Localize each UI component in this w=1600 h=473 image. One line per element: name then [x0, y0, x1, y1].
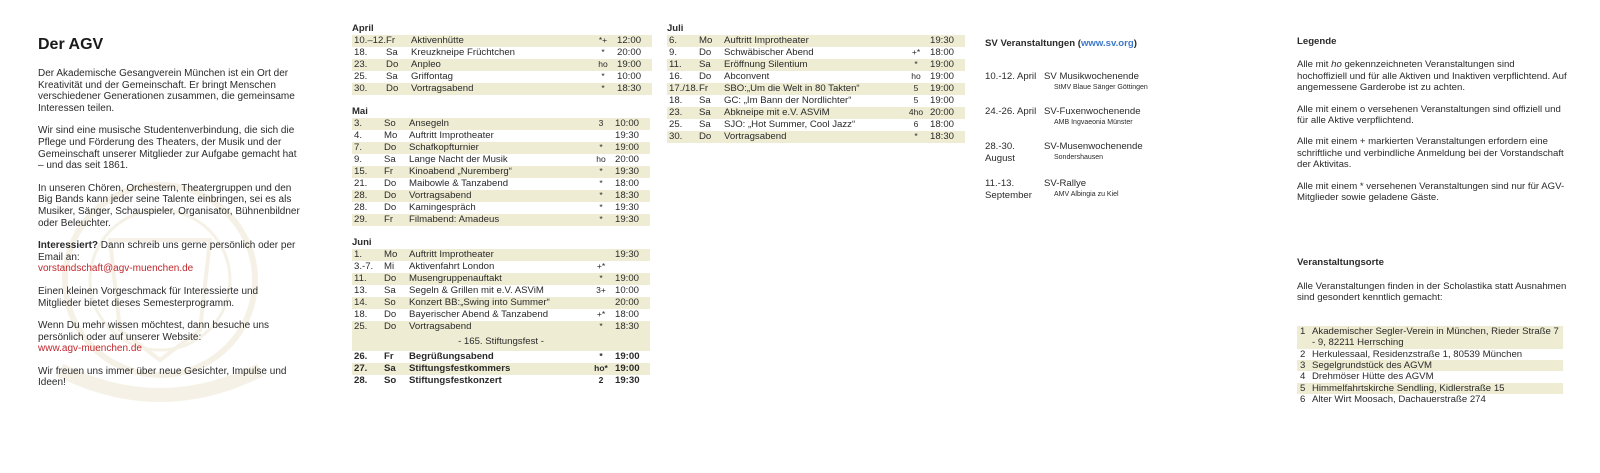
venue-number: 3	[1297, 360, 1312, 371]
event-time: 19:30	[615, 166, 650, 178]
event-row	[352, 261, 650, 273]
event-row	[352, 166, 650, 178]
email-link[interactable]: vorstandschaft@agv-muenchen.de	[38, 263, 194, 275]
sv-event	[985, 71, 1245, 93]
sv-event	[985, 141, 1245, 165]
sv-event	[985, 178, 1245, 202]
event-row	[352, 35, 652, 47]
event-mark: *	[601, 71, 605, 82]
event-date: 3.	[352, 118, 384, 130]
event-day: Sa	[384, 154, 396, 166]
venue-row	[1297, 349, 1563, 360]
event-mark: *	[902, 131, 930, 143]
event-date: 21.	[354, 178, 368, 190]
event-day: So	[384, 375, 397, 387]
event-day: Do	[384, 273, 409, 285]
event-mark: +*	[911, 47, 921, 58]
event-date: 6.	[667, 35, 699, 47]
venues-heading: Veranstaltungsorte	[1297, 257, 1384, 269]
event-day: Fr	[384, 351, 394, 363]
event-title: Anpleo	[411, 59, 589, 71]
event-time: 19:00	[930, 71, 955, 83]
sv-event-info	[1044, 141, 1143, 165]
event-day: Sa	[384, 363, 409, 375]
event-date: 16.	[669, 71, 683, 83]
event-row	[352, 130, 650, 142]
sv-event-date: 24.-26. April	[985, 106, 1037, 117]
event-title: Auftritt Improtheater	[724, 35, 902, 47]
event-title: Vortragsabend	[724, 131, 902, 143]
event-row	[667, 131, 965, 143]
event-date: 10.–12.	[354, 35, 387, 47]
event-row	[352, 190, 650, 202]
event-title: Aktivenfahrt London	[409, 261, 495, 273]
venues-table	[1297, 326, 1563, 406]
event-row	[667, 35, 965, 47]
event-time: 18:30	[615, 190, 650, 202]
sv-event-list	[985, 71, 1245, 202]
sv-event-host: AMB Ingvaeonia Münster	[1054, 119, 1133, 126]
sv-event-name: SV-Fuxenwochenende	[1044, 106, 1141, 117]
mai-table	[352, 118, 650, 226]
sv-website-link[interactable]: www.sv.org	[1080, 38, 1134, 49]
venue-row	[1297, 326, 1563, 349]
event-time: 20:00	[615, 297, 650, 309]
event-day: Do	[699, 47, 712, 59]
event-date: 15.	[352, 166, 384, 178]
event-row	[352, 249, 650, 261]
event-mark: *	[587, 321, 615, 333]
venue-row	[1297, 383, 1563, 394]
event-mark: ho*	[587, 363, 615, 375]
event-date: 27.	[352, 363, 384, 375]
event-mark	[587, 249, 615, 261]
event-date: 18.	[354, 309, 368, 321]
venue-number: 1	[1297, 326, 1312, 349]
event-day: So	[384, 118, 409, 130]
event-row	[352, 285, 650, 297]
event-time: 19:30	[615, 249, 650, 261]
event-date: 14.	[352, 297, 384, 309]
event-date: 23.	[352, 59, 386, 71]
event-day: Fr	[386, 35, 411, 47]
event-day: Sa	[699, 59, 724, 71]
event-title: Vortragsabend	[409, 321, 587, 333]
event-title: Aktivenhütte	[411, 35, 589, 47]
event-row	[352, 297, 650, 309]
venue-address: Himmelfahrtskirche Sendling, Kidlerstraße 15	[1312, 383, 1563, 394]
event-day: Mo	[384, 249, 409, 261]
event-day: Fr	[384, 214, 409, 226]
event-mark: ho	[596, 154, 606, 165]
event-mark	[587, 130, 615, 142]
event-day: So	[384, 297, 409, 309]
event-time: 19:00	[617, 59, 652, 71]
event-day: Do	[384, 309, 397, 321]
sv-event	[985, 106, 1245, 128]
event-mark: *	[587, 166, 615, 178]
event-mark: *	[902, 59, 930, 71]
stiftungsfest-row	[352, 333, 650, 351]
sv-event-info	[1044, 178, 1119, 202]
event-time: 20:00	[930, 107, 965, 119]
event-title: Lange Nacht der Musik	[409, 154, 508, 166]
legend-plus: Alle mit einem + markierten Veranstaltungen erfordern eine schriftliche und verbindliche Anmeldung bei der Vorstandschaft der Aktivitas.	[1297, 136, 1564, 171]
event-title: Musengruppenauftakt	[409, 273, 587, 285]
event-date: 29.	[352, 214, 384, 226]
event-date: 30.	[667, 131, 699, 143]
event-mark: *	[599, 178, 603, 189]
event-day: Do	[386, 59, 411, 71]
event-title: Vortragsabend	[411, 83, 589, 95]
event-date: 4.	[354, 130, 363, 142]
legend-star: Alle mit einem * versehenen Veranstaltungen sind nur für AGV-Mitglieder sowie geladene Gäste.	[1297, 180, 1565, 204]
about-paragraph-7: Wir freuen uns immer über neue Gesichter, Impulse und Ideen!	[38, 365, 287, 389]
event-day: Do	[699, 71, 712, 83]
juni-table	[352, 249, 650, 387]
event-mark: +*	[596, 261, 606, 272]
legend-p1-post: gekennzeichneten Veranstaltungen sind hochoffiziell und für alle Aktiven und Inaktiven verpflichtend. Auf angemessene Garderobe ist zu achten.	[1297, 59, 1567, 94]
event-time: 19:30	[930, 35, 965, 47]
event-row	[352, 47, 652, 59]
about-paragraph-2: Wir sind eine musische Studentenverbindung, die sich die Pflege und Förderung des Theaters, der Musik und der Gemeinschaft unserer Mitglieder zur Aufgabe gemacht hat – und das seit 1861.	[38, 125, 297, 172]
event-time: 18:30	[617, 83, 652, 95]
event-title: Eröffnung Silentium	[724, 59, 902, 71]
event-row	[352, 71, 652, 83]
event-title: Segeln & Grillen mit e.V. ASViM	[409, 285, 544, 297]
event-mark: 3	[587, 118, 615, 130]
event-title: Vortragsabend	[409, 190, 587, 202]
event-mark: *	[587, 190, 615, 202]
event-title: Schwäbischer Abend	[724, 47, 814, 59]
event-time: 19:00	[615, 273, 650, 285]
event-row	[352, 154, 650, 166]
event-day: Sa	[699, 95, 711, 107]
event-title: SBO:„Um die Welt in 80 Takten“	[724, 83, 902, 95]
sv-event-host: AMV Albingia zu Kiel	[1054, 191, 1119, 198]
sv-event-date: 28.-30. August	[985, 141, 1015, 164]
sv-head-post: )	[1133, 38, 1137, 49]
stiftungsfest-label: - 165. Stiftungsfest -	[352, 333, 650, 351]
sv-event-info	[1044, 71, 1148, 93]
event-title: Schafkopfturnier	[409, 142, 587, 154]
event-row	[352, 321, 650, 333]
venue-number: 5	[1297, 383, 1312, 394]
event-title: Kamingespräch	[409, 202, 476, 214]
event-row	[352, 59, 652, 71]
event-date: 28.	[352, 190, 384, 202]
event-row	[667, 47, 965, 59]
event-day: Do	[384, 202, 397, 214]
month-juni-label: Juni	[352, 237, 372, 248]
event-date: 3.-7.	[354, 261, 374, 273]
sv-event-date: 11.-13. September	[985, 178, 1032, 201]
event-row	[352, 142, 650, 154]
event-date: 13.	[354, 285, 368, 297]
event-date: 1.	[352, 249, 384, 261]
event-date: 25.	[354, 71, 368, 83]
event-mark: *+	[589, 35, 617, 47]
event-row	[667, 59, 965, 71]
event-row	[352, 351, 650, 363]
event-row	[667, 83, 965, 95]
event-row	[352, 118, 650, 130]
event-mark: *	[601, 47, 605, 58]
event-time: 10:00	[617, 71, 642, 83]
event-title: Stiftungsfestkommers	[409, 363, 587, 375]
sv-event-host: Sondershausen	[1054, 154, 1104, 161]
month-april-label: April	[352, 23, 374, 34]
website-link[interactable]: www.agv-muenchen.de	[38, 343, 142, 355]
sv-event-host: StMV Blaue Sänger Göttingen	[1054, 84, 1148, 91]
event-title: Bayerischer Abend & Tanzabend	[409, 309, 549, 321]
event-title: Griffontag	[411, 71, 453, 83]
venue-address: Alter Wirt Moosach, Dachauerstraße 274	[1312, 394, 1486, 406]
event-day: Sa	[384, 285, 396, 297]
event-time: 12:00	[617, 35, 652, 47]
event-day: Do	[699, 131, 724, 143]
event-time: 19:00	[615, 142, 650, 154]
event-date: 25.	[352, 321, 384, 333]
venues-intro: Alle Veranstaltungen finden in der Scholastika statt Ausnahmen sind gesondert kenntlich gemacht:	[1297, 280, 1567, 304]
event-date: 11.	[667, 59, 699, 71]
event-date: 11.	[352, 273, 384, 285]
event-mark: *	[587, 142, 615, 154]
event-time: 19:00	[930, 59, 965, 71]
event-mark: 5	[913, 95, 919, 106]
event-time: 19:30	[615, 130, 640, 142]
event-day: Fr	[384, 166, 409, 178]
event-row	[352, 83, 652, 95]
event-time: 19:30	[615, 202, 640, 214]
event-date: 9.	[354, 154, 363, 166]
event-mark: 2	[598, 375, 604, 386]
event-row	[352, 375, 650, 387]
event-day: Sa	[386, 47, 398, 59]
event-row	[667, 71, 965, 83]
event-row	[667, 107, 965, 119]
event-title: Abconvent	[724, 71, 770, 83]
event-mark: 5	[902, 83, 930, 95]
legend-p1-em: ho	[1331, 59, 1342, 71]
april-table	[352, 35, 652, 95]
event-mark: 6	[913, 119, 919, 130]
event-day: Sa	[386, 71, 398, 83]
event-date: 17./18.	[669, 83, 699, 95]
sv-heading	[985, 38, 1245, 49]
event-day: Do	[384, 142, 409, 154]
event-mark	[902, 35, 930, 47]
venue-address: Segelgrundstück des AGVM	[1312, 360, 1563, 371]
event-mark: *	[599, 202, 603, 213]
event-mark: ho	[911, 71, 921, 82]
sv-event-name: SV-Musenwochenende	[1044, 141, 1143, 152]
event-day: Mo	[384, 130, 398, 142]
event-time: 19:00	[615, 363, 650, 375]
venue-row	[1297, 360, 1563, 371]
event-row	[352, 363, 650, 375]
event-date: 28.	[354, 202, 368, 214]
event-row	[667, 119, 965, 131]
venue-number: 4	[1300, 371, 1306, 383]
event-time: 18:30	[930, 131, 965, 143]
event-date: 25.	[669, 119, 683, 131]
event-time: 19:00	[615, 351, 640, 363]
sv-event-date: 10.-12. April	[985, 71, 1037, 82]
event-row	[352, 202, 650, 214]
event-day: Fr	[699, 83, 724, 95]
event-date: 23.	[667, 107, 699, 119]
event-time: 18:00	[930, 47, 955, 59]
event-title: Ansegeln	[409, 118, 587, 130]
event-time: 19:00	[930, 95, 955, 107]
event-row	[667, 95, 965, 107]
event-time: 19:30	[615, 375, 640, 387]
month-mai-label: Mai	[352, 106, 368, 117]
event-time: 19:00	[930, 83, 965, 95]
about-p4-rest: Dann schreib uns gerne persönlich oder per Email an:	[38, 240, 296, 263]
legend-o: Alle mit einem o versehenen Veranstaltungen sind offiziell und für alle Aktive verpflichtend.	[1297, 103, 1561, 127]
event-title: GC: „Im Bann der Nordlichter“	[724, 95, 852, 107]
event-date: 26.	[354, 351, 368, 363]
legend-p1-pre: Alle mit	[1297, 59, 1332, 71]
event-date: 18.	[669, 95, 683, 107]
event-day: Do	[386, 83, 411, 95]
about-paragraph-3: In unseren Chören, Orchestern, Theatergruppen und den Big Bands kann jeder seine Talente einbringen, sei es als Musiker, Sänger, Schauspieler, Organisator, Bühnenbildner oder Beleuchter.	[38, 182, 300, 229]
schedule-column-1	[352, 23, 652, 387]
event-title: Auftritt Improtheater	[409, 249, 587, 261]
sv-event-info	[1044, 106, 1141, 128]
event-day: Sa	[699, 107, 724, 119]
event-title: Begrüßungsabend	[409, 351, 494, 363]
event-date: 9.	[669, 47, 678, 59]
sv-event-name: SV Musikwochenende	[1044, 71, 1139, 82]
event-mark: ho	[589, 59, 617, 71]
event-time: 18:00	[615, 178, 640, 190]
venue-address: Herkulessaal, Residenzstraße 1, 80539 München	[1312, 348, 1523, 360]
event-time: 18:30	[615, 321, 650, 333]
event-mark: *	[599, 351, 603, 362]
event-mark: *	[589, 83, 617, 95]
event-row	[352, 214, 650, 226]
event-day: Mo	[699, 35, 724, 47]
event-time	[615, 261, 650, 273]
schedule-column-2	[667, 23, 965, 143]
sv-event-name: SV-Rallye	[1044, 178, 1087, 189]
about-paragraph-1: Der Akademische Gesangverein München ist ein Ort der Kreativität und der Gemeinschaft. Er bringt Menschen verschiedener Generationen zusammen, die gemeinsame Interessen teilen.	[38, 68, 295, 114]
event-day: Do	[384, 190, 409, 202]
about-section	[38, 36, 302, 400]
legend-heading: Legende	[1297, 36, 1337, 47]
event-time: 10:00	[615, 285, 640, 297]
event-title: Auftritt Improtheater	[409, 130, 494, 142]
legend-ho	[1297, 59, 1567, 93]
venue-number: 2	[1300, 348, 1306, 360]
event-time: 10:00	[615, 118, 650, 130]
event-row	[352, 273, 650, 285]
event-mark	[587, 297, 615, 309]
event-mark: +*	[596, 309, 606, 320]
event-time: 20:00	[615, 154, 640, 166]
legend-section	[1297, 36, 1567, 406]
event-day: Mi	[384, 261, 395, 273]
about-paragraph-4	[38, 240, 302, 275]
event-row	[352, 309, 650, 321]
venue-row	[1297, 371, 1563, 382]
event-day: Sa	[699, 119, 711, 131]
venue-address: Akademischer Segler-Verein in München, Rieder Straße 7 - 9, 82211 Herrsching	[1312, 326, 1563, 349]
event-day: Do	[384, 321, 409, 333]
event-time: 18:00	[930, 119, 955, 131]
event-title: Stiftungsfestkonzert	[409, 375, 502, 387]
event-title: SJO: „Hot Summer, Cool Jazz“	[724, 119, 856, 131]
event-date: 30.	[352, 83, 386, 95]
venue-number: 6	[1300, 394, 1306, 406]
event-title: Konzert BB:„Swing into Summer“	[409, 297, 587, 309]
event-row	[352, 178, 650, 190]
event-mark: 3+	[596, 285, 606, 296]
about-paragraph-6	[38, 320, 302, 355]
event-date: 28.	[354, 375, 368, 387]
interested-label: Interessiert?	[38, 240, 99, 252]
sv-head-pre: SV Veranstaltungen (	[985, 38, 1081, 49]
event-title: Abkneipe mit e.V. ASViM	[724, 107, 902, 119]
about-title: Der AGV	[38, 36, 104, 53]
sv-events-section	[985, 38, 1245, 215]
event-time: 18:00	[615, 309, 640, 321]
venue-address: Drehmöser Hütte des AGVM	[1312, 371, 1434, 383]
venue-row	[1297, 394, 1563, 405]
event-title: Kreuzkneipe Früchtchen	[411, 47, 516, 59]
event-mark: *	[587, 273, 615, 285]
event-date: 18.	[354, 47, 368, 59]
event-time: 19:30	[615, 214, 650, 226]
about-paragraph-5: Einen kleinen Vorgeschmack für Interessierte und Mitglieder bietet dieses Semesterprogramm.	[38, 285, 259, 309]
event-date: 7.	[352, 142, 384, 154]
event-title: Filmabend: Amadeus	[409, 214, 587, 226]
juli-table	[667, 35, 965, 143]
event-title: Maibowle & Tanzabend	[409, 178, 509, 190]
event-title: Kinoabend „Nuremberg“	[409, 166, 587, 178]
event-day: Do	[384, 178, 397, 190]
event-time: 20:00	[617, 47, 642, 59]
event-mark: *	[587, 214, 615, 226]
about-p6-text: Wenn Du mehr wissen möchtest, dann besuche uns persönlich oder auf unserer Website:	[38, 320, 270, 343]
month-juli-label: Juli	[667, 23, 684, 34]
event-mark: 4ho	[902, 107, 930, 119]
